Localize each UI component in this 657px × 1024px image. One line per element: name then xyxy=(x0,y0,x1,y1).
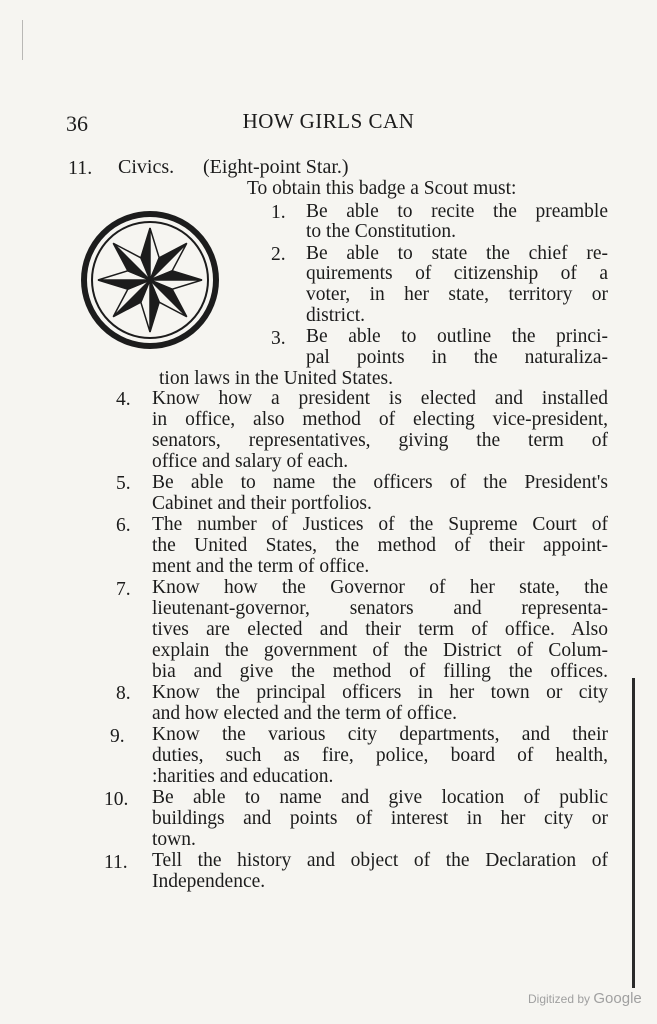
requirement-number: 5. xyxy=(116,473,131,494)
requirement-line: Cabinet and their portfolios. xyxy=(152,493,372,514)
requirement-line: to the Constitution. xyxy=(306,221,457,242)
watermark-prefix: Digitized by xyxy=(528,992,591,1006)
requirement-line: The number of Justices of the Supreme Court of xyxy=(152,514,608,535)
badge-number: 11. xyxy=(68,157,93,179)
requirement-line: lieutenant-governor, senators and representa- xyxy=(152,598,608,619)
requirement-line: Be able to state the chief re- xyxy=(306,243,608,264)
requirement-line: :harities and education. xyxy=(152,766,334,787)
requirement-line: district. xyxy=(306,305,366,326)
requirement-number: 7. xyxy=(116,579,131,600)
watermark-brand: Google xyxy=(593,990,642,1007)
requirement-number: 9. xyxy=(110,726,125,747)
requirement-line: voter, in her state, territory or xyxy=(306,284,608,305)
binding-edge-line xyxy=(632,678,635,988)
requirement-line: quirements of citizenship of a xyxy=(306,263,608,284)
requirement-line: Know how a president is elected and installed xyxy=(152,388,608,409)
requirement-line: Be able to name and give location of public xyxy=(152,787,608,808)
requirement-line: tives are elected and their term of office. Also xyxy=(152,619,608,640)
requirement-line: buildings and points of interest in her city or xyxy=(152,808,608,829)
eight-point-star-icon xyxy=(80,210,220,350)
digitized-watermark xyxy=(528,990,642,1007)
requirement-line: pal points in the naturaliza- xyxy=(306,347,608,368)
requirement-line: duties, such as fire, police, board of health, xyxy=(152,745,608,766)
requirement-number: 8. xyxy=(116,683,131,704)
requirement-line: Be able to recite the preamble xyxy=(306,201,608,222)
requirement-line: Know the principal officers in her town or city xyxy=(152,682,608,703)
requirement-line: senators, representatives, giving the term of xyxy=(152,430,608,451)
requirement-line: in office, also method of electing vice-president, xyxy=(152,409,608,430)
scan-mark xyxy=(22,20,23,60)
requirement-line: town. xyxy=(152,829,196,850)
badge-intro: To obtain this badge a Scout must: xyxy=(247,178,517,199)
requirement-line: explain the government of the District of Colum- xyxy=(152,640,608,661)
requirement-number: 10. xyxy=(104,789,129,810)
requirement-line: and how elected and the term of office. xyxy=(152,703,458,724)
requirement-number: 11. xyxy=(104,852,128,873)
badge-title: Civics. xyxy=(118,156,175,178)
requirement-line: bia and give the method of filling the offices. xyxy=(152,661,608,682)
requirement-line: Be able to name the officers of the President's xyxy=(152,472,608,493)
running-title: HOW GIRLS CAN xyxy=(242,109,415,133)
requirement-line: the United States, the method of their appoint- xyxy=(152,535,608,556)
requirement-number: 1. xyxy=(271,202,286,223)
page-number: 36 xyxy=(66,111,88,136)
requirement-line: Know how the Governor of her state, the xyxy=(152,577,608,598)
requirement-number: 4. xyxy=(116,389,131,410)
requirement-number: 2. xyxy=(271,244,286,265)
requirement-number: 3. xyxy=(271,328,286,349)
badge-subtitle: (Eight-point Star.) xyxy=(203,156,349,178)
requirement-line: Be able to outline the princi- xyxy=(306,326,608,347)
requirement-line: ment and the term of office. xyxy=(152,556,370,577)
requirement-line: Tell the history and object of the Declaration of xyxy=(152,850,608,871)
requirement-line: Independence. xyxy=(152,871,266,892)
requirement-line: Know the various city departments, and their xyxy=(152,724,608,745)
requirement-number: 6. xyxy=(116,515,131,536)
requirement-line: tion laws in the United States. xyxy=(159,368,393,389)
requirement-line: office and salary of each. xyxy=(152,451,349,472)
